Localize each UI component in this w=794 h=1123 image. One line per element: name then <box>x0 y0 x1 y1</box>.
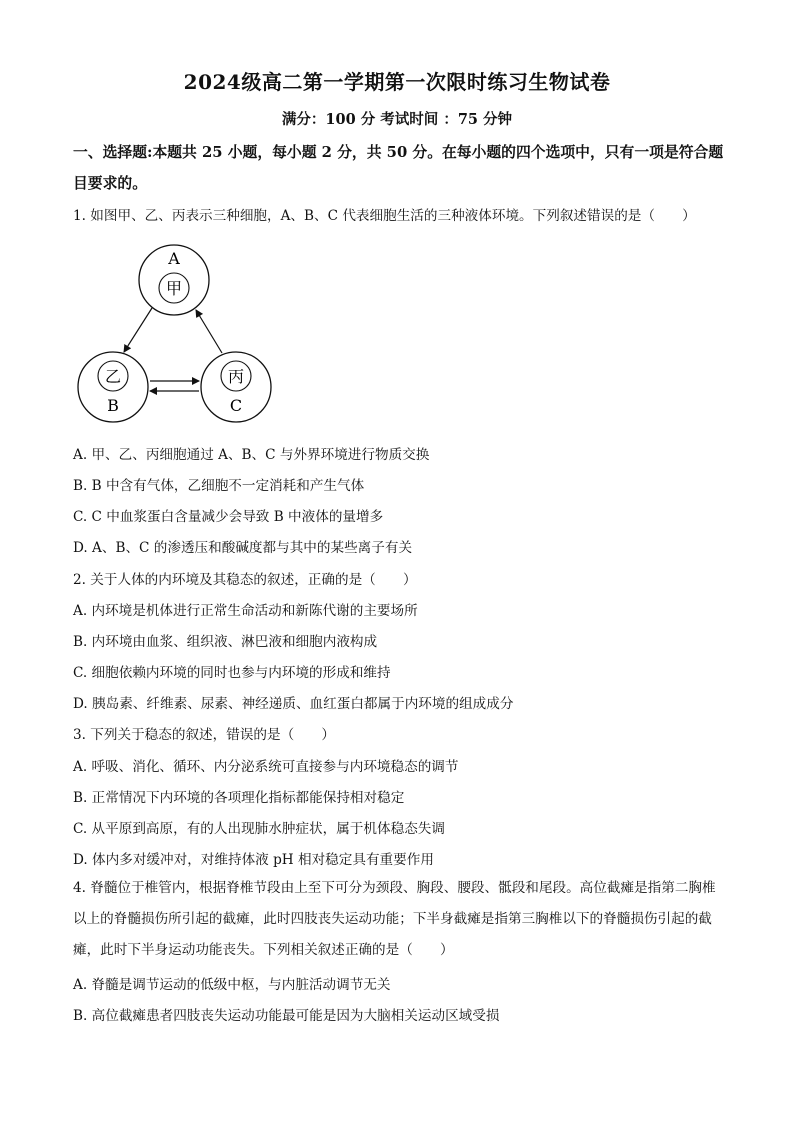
question-4-stem: 4. 脊髓位于椎管内，根据脊椎节段由上至下可分为颈段、胸段、腰段、骶段和尾段。高位截瘫是指第二胸椎以上的脊髓损伤所引起的截瘫，此时四肢丧失运动功能；下半身截瘫是指第三胸椎以下的脊髓损伤引起的截瘫，此时下半身运动功能丧失。下列相关叙述正确的是（ ） <box>73 880 716 958</box>
question-3-option-d: D. 体内多对缓冲对，对维持体液 pH 相对稳定具有重要作用 <box>73 852 434 868</box>
question-1-stem: 1. 如图甲、乙、丙表示三种细胞，A、B、C 代表细胞生活的三种液体环境。下列叙述错误的是（ ） <box>73 208 696 224</box>
question-1-option-a: A. 甲、乙、丙细胞通过 A、B、C 与外界环境进行物质交换 <box>73 447 430 463</box>
question-3-option-c: C. 从平原到高原，有的人出现肺水肿症状，属于机体稳态失调 <box>73 821 445 837</box>
question-1-option-c: C. C 中血浆蛋白含量减少会导致 B 中液体的量增多 <box>73 509 384 525</box>
question-1-option-b: B. B 中含有气体，乙细胞不一定消耗和产生气体 <box>73 478 365 494</box>
label-c: C <box>229 396 243 415</box>
question-1-option-d: D. A、B、C 的渗透压和酸碱度都与其中的某些离子有关 <box>73 540 413 556</box>
question-3-option-b: B. 正常情况下内环境的各项理化指标都能保持相对稳定 <box>73 790 405 806</box>
question-2-stem: 2. 关于人体的内环境及其稳态的叙述，正确的是（ ） <box>73 572 417 588</box>
section-heading: 一、选择题:本题共 25 小题，每小题 2 分，共 50 分。在每小题的四个选项中，只有一项是符合题目要求的。 <box>73 144 724 192</box>
question-3-option-a: A. 呼吸、消化、循环、内分泌系统可直接参与内环境稳态的调节 <box>73 759 459 775</box>
question-3-stem: 3. 下列关于稳态的叙述，错误的是（ ） <box>73 727 335 743</box>
question-2-option-a: A. 内环境是机体进行正常生命活动和新陈代谢的主要场所 <box>73 603 418 619</box>
question-2-option-d: D. 胰岛素、纤维素、尿素、神经递质、血红蛋白都属于内环境的组成成分 <box>73 696 514 712</box>
diagram-circle-a <box>139 245 209 315</box>
label-a: A <box>168 249 180 268</box>
exam-info: 满分：100 分 考试时间 ：75 分钟 <box>281 111 513 128</box>
label-b: B <box>107 396 119 415</box>
arrow-c-to-a <box>196 310 222 353</box>
question-2-option-c: C. 细胞依赖内环境的同时也参与内环境的形成和维持 <box>73 665 391 681</box>
question-2-option-b: B. 内环境由血浆、组织液、淋巴液和细胞内液构成 <box>73 634 378 650</box>
label-bing: 丙 <box>227 367 245 386</box>
diagram-circle-b <box>78 352 148 422</box>
question-4-option-b: B. 高位截瘫患者四肢丧失运动功能最可能是因为大脑相关运动区域受损 <box>73 1008 500 1024</box>
label-jia: 甲 <box>165 279 183 298</box>
question-4-option-a: A. 脊髓是调节运动的低级中枢，与内脏活动调节无关 <box>73 977 391 993</box>
label-yi: 乙 <box>104 367 122 386</box>
arrow-a-to-b <box>124 308 152 352</box>
diagram-circle-c <box>201 352 271 422</box>
page-title: 2024级高二第一学期第一次限时练习生物试卷 <box>183 70 611 94</box>
body-fluid-diagram <box>72 236 282 428</box>
